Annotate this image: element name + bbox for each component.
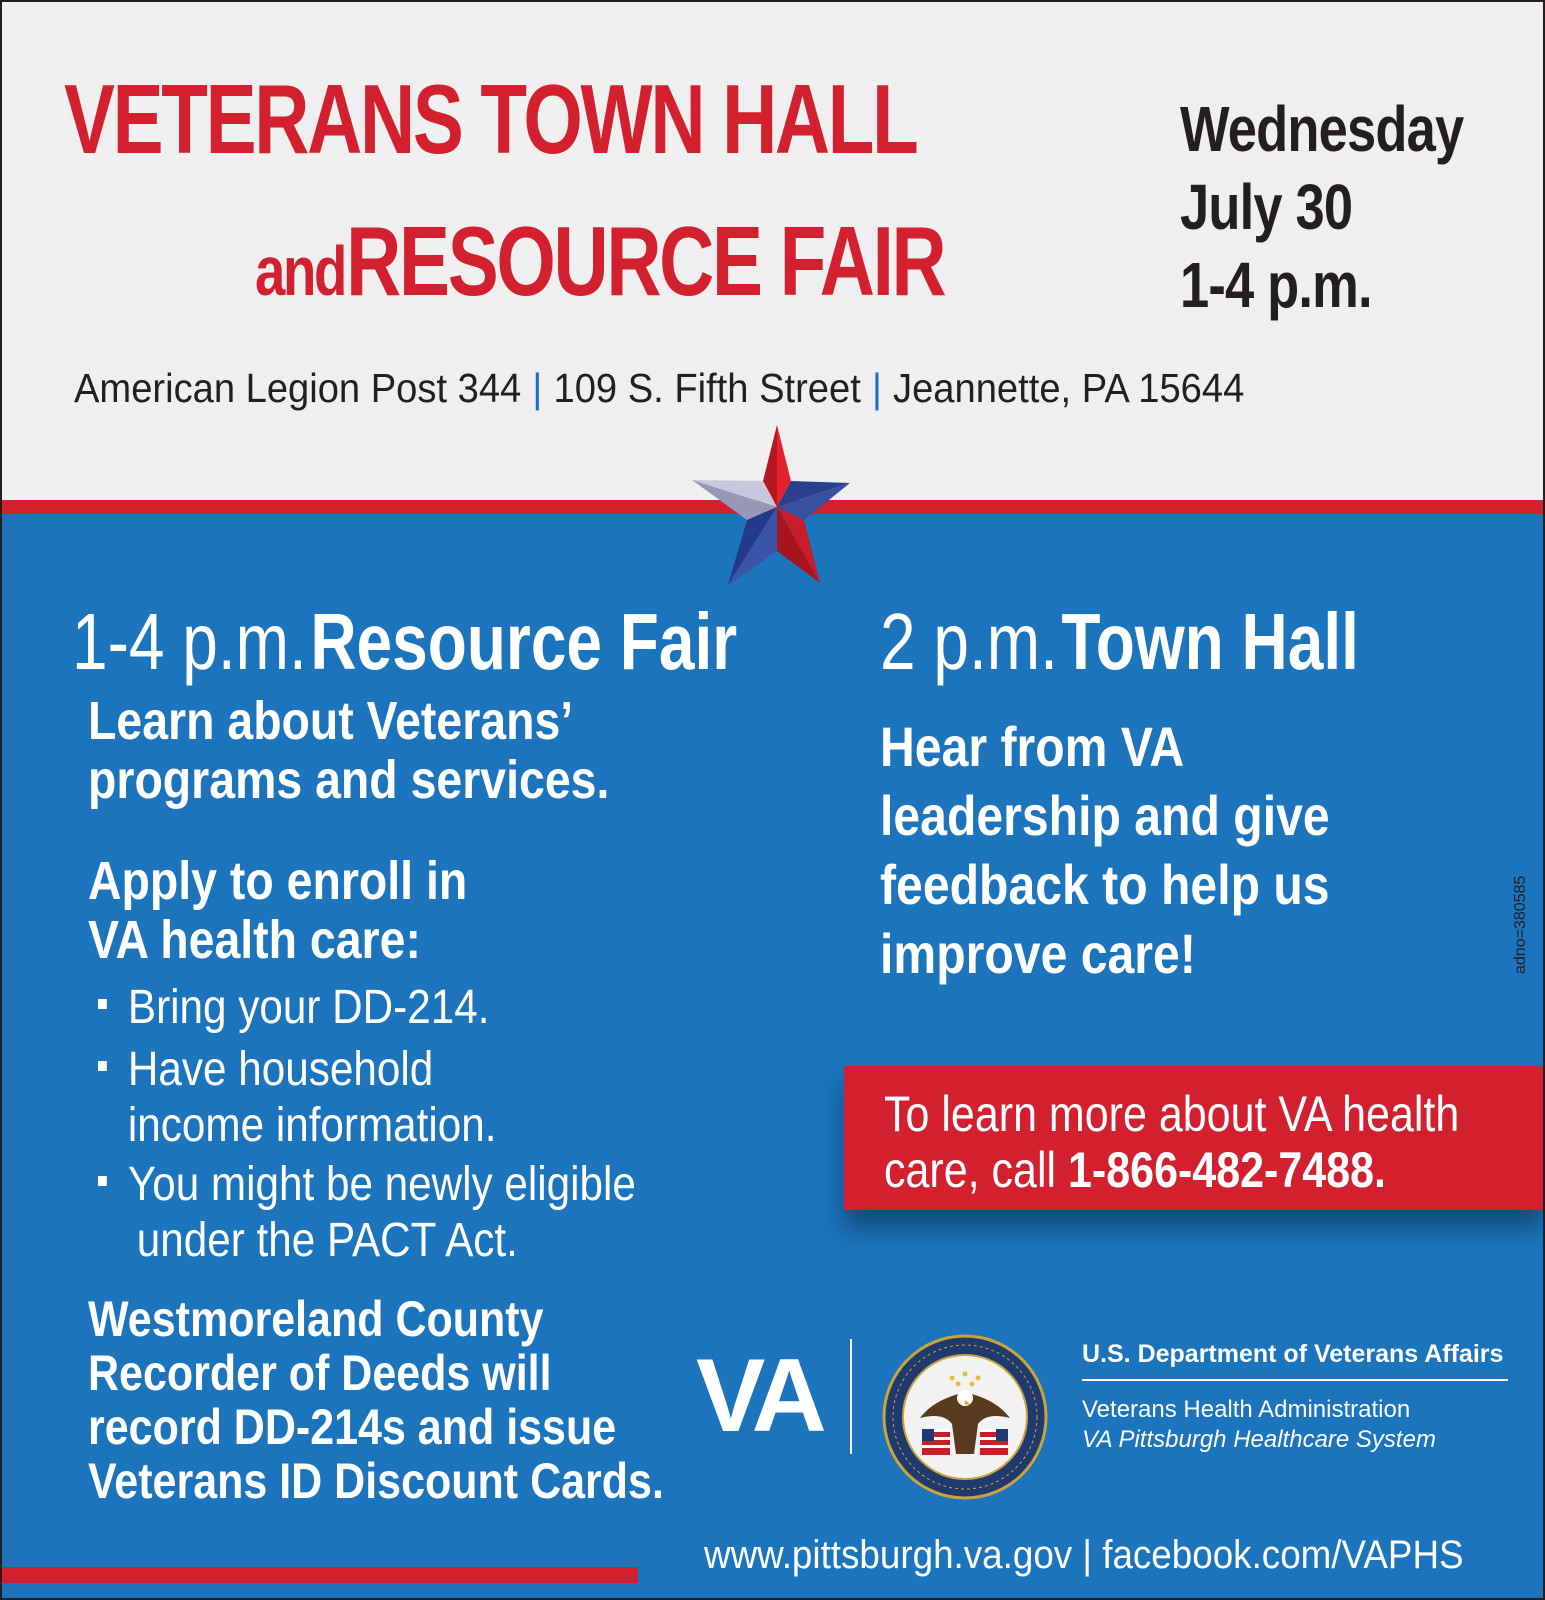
footer-links <box>704 1535 1464 1575</box>
venue-city: Jeannette, PA 15644 <box>893 365 1245 411</box>
resource-fair-time: 1-4 p.m. <box>72 597 307 686</box>
title-resource-fair: RESOURCE FAIR <box>346 206 945 316</box>
venue-separator: | <box>532 365 543 411</box>
department-name: U.S. Department of Veterans Affairs <box>1082 1340 1504 1368</box>
hear-line: feedback to help us <box>880 853 1330 916</box>
hear-text <box>880 712 1330 988</box>
bullet-square-icon <box>98 1061 107 1071</box>
town-hall-label: Town Hall <box>1061 597 1359 686</box>
town-hall-heading <box>880 597 1359 686</box>
va-seal-eagle-icon <box>882 1334 1048 1500</box>
event-time: 1-4 p.m. <box>1180 249 1372 321</box>
administration-name: Veterans Health Administration <box>1082 1396 1411 1423</box>
town-hall-time: 2 p.m. <box>880 597 1058 686</box>
bullet-item: Have household income information. <box>98 1042 497 1154</box>
va-logo: VA <box>696 1338 821 1454</box>
hear-line: leadership and give <box>880 784 1330 847</box>
apply-text <box>88 852 467 970</box>
healthcare-system-name: VA Pittsburgh Healthcare System <box>1082 1426 1436 1453</box>
footer-red-bar <box>2 1567 638 1583</box>
logo-rule <box>1082 1379 1508 1381</box>
bullet-square-icon <box>98 1176 107 1186</box>
bullet-square-icon <box>98 999 107 1009</box>
county-line: record DD-214s and issue <box>88 1399 617 1455</box>
hear-line: improve care! <box>880 922 1196 985</box>
call-line: care, call 1-866-482-7488. <box>884 1142 1386 1198</box>
apply-line: Apply to enroll in <box>88 851 468 911</box>
county-line: Recorder of Deeds will <box>88 1345 552 1401</box>
learn-line: programs and services. <box>88 750 610 810</box>
call-box <box>844 1066 1543 1210</box>
website-link[interactable]: www.pittsburgh.va.gov <box>704 1533 1073 1577</box>
learn-text <box>88 692 609 810</box>
venue-separator: | <box>871 365 882 411</box>
apply-line: VA health care: <box>88 910 421 970</box>
footer-separator: | <box>1082 1533 1092 1577</box>
resource-fair-label: Resource Fair <box>310 597 738 686</box>
county-line: Westmoreland County <box>88 1291 544 1347</box>
event-calendar-date: July 30 <box>1180 171 1353 243</box>
call-line: To learn more about VA health <box>884 1086 1460 1142</box>
learn-line: Learn about Veterans’ <box>88 691 574 751</box>
resource-fair-heading <box>72 597 738 686</box>
title-line-2 <box>255 206 945 316</box>
ad-number: adno=380585 <box>1512 875 1529 974</box>
hear-line: Hear from VA <box>880 715 1185 778</box>
event-date <box>1180 90 1463 324</box>
county-text <box>88 1292 664 1508</box>
title-line-1: VETERANS TOWN HALL <box>64 64 917 174</box>
title-and: and <box>255 232 346 310</box>
call-text <box>884 1086 1459 1198</box>
logo-divider <box>850 1339 852 1454</box>
star-icon <box>692 425 862 587</box>
phone-number[interactable]: 1-866-482-7488. <box>1068 1142 1386 1198</box>
venue-name: American Legion Post 344 <box>74 365 522 411</box>
bullet-item: Bring your DD-214. <box>98 980 489 1036</box>
event-day: Wednesday <box>1180 93 1464 165</box>
venue-line <box>74 365 1245 411</box>
facebook-link[interactable]: facebook.com/VAPHS <box>1102 1533 1464 1577</box>
venue-street: 109 S. Fifth Street <box>553 365 861 411</box>
county-line: Veterans ID Discount Cards. <box>88 1453 664 1509</box>
bullet-item: You might be newly eligible under the PACT Act. <box>98 1157 636 1269</box>
